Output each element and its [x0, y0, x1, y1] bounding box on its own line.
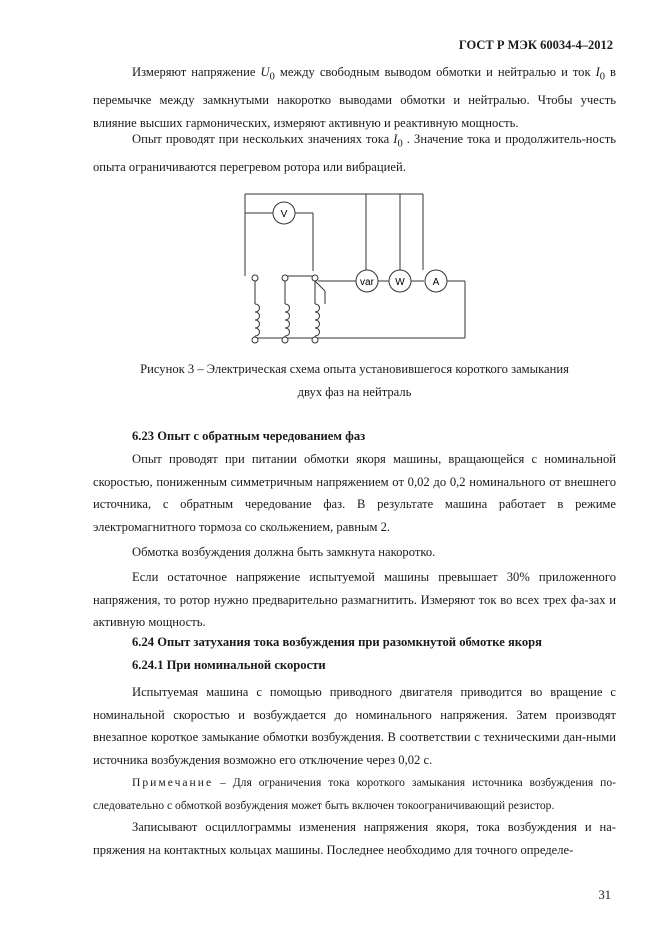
- circuit-diagram: [225, 186, 475, 348]
- paragraph-6-24-1-a: Испытуемая машина с помощью приводного двигателя приводится во вращение с номинальной скоростью и возбуждается до номинального напряжения. Затем производят внезапное короткое замыкание обмотки возбуждения. В соответствии с техническими дан-ными источника возбуждения возможно его отключение через 0,02 с.: [93, 685, 616, 767]
- wattmeter-label: W: [395, 277, 405, 288]
- varmeter-label: var: [360, 277, 374, 288]
- paragraph-6-23-b: Обмотка возбуждения должна быть замкнута накоротко.: [132, 545, 436, 559]
- voltmeter-label: V: [280, 209, 288, 220]
- paragraph-voltage-measurement: Измеряют напряжение $U_0$ между свободным выводом обмотки и нейтралью и ток $I_0$ в перемычке между замкнутыми накоротко выводами обмотки и нейтралью. Чтобы учесть влияние высших гармонических, измеряют активную и реактивную мощность.: [93, 65, 616, 130]
- section-heading-6-23: 6.23 Опыт с обратным чередованием фаз: [132, 429, 366, 443]
- paragraph-6-23-a: Опыт проводят при питании обмотки якоря машины, вращающейся с номинальной скоростью, пониженным симметричным напряжением от 0,02 до 0,2 номинального от внешнего источника, с обратным чередование фаз. В результате машина работает в режиме электромагнитного тормоза со скольжением, равным 2.: [93, 452, 616, 534]
- figure-caption-line1: Рисунок 3 – Электрическая схема опыта установившегося короткого замыкания: [140, 362, 569, 376]
- paragraph-6-23-c: Если остаточное напряжение испытуемой машины превышает 30% приложенного напряжения, то ротор нужно предварительно размагнитить. Измеряют ток во всех трех фа-зах и активную мощность.: [93, 570, 616, 629]
- note-paragraph: [93, 772, 616, 817]
- section-heading-6-24-1: 6.24.1 При номинальной скорости: [132, 658, 326, 672]
- document-header: ГОСТ Р МЭК 60034-4–2012: [458, 38, 613, 52]
- note-text: – Для ограничения тока короткого замыкания источника возбуждения по-следовательно с обмоткой возбуждения может быть включен токоограничивающий резистор.: [93, 776, 616, 812]
- figure-caption-line2: двух фаз на нейтраль: [297, 385, 412, 399]
- paragraph-6-24-1-b: Записывают осциллограммы изменения напряжения якоря, тока возбуждения и на-пряжения на контактных кольцах машины. Последнее необходимо для точного определе-: [93, 820, 616, 857]
- page-number: 31: [598, 888, 611, 902]
- paragraph-test-conditions: Опыт проводят при нескольких значениях тока $I_0$ . Значение тока и продолжитель-ность опыта ограничиваются перегревом ротора или вибрацией.: [93, 132, 616, 175]
- section-heading-6-24: 6.24 Опыт затухания тока возбуждения при разомкнутой обмотке якоря: [132, 635, 542, 649]
- ammeter-label: A: [432, 277, 440, 288]
- note-label: Примечание: [132, 776, 214, 789]
